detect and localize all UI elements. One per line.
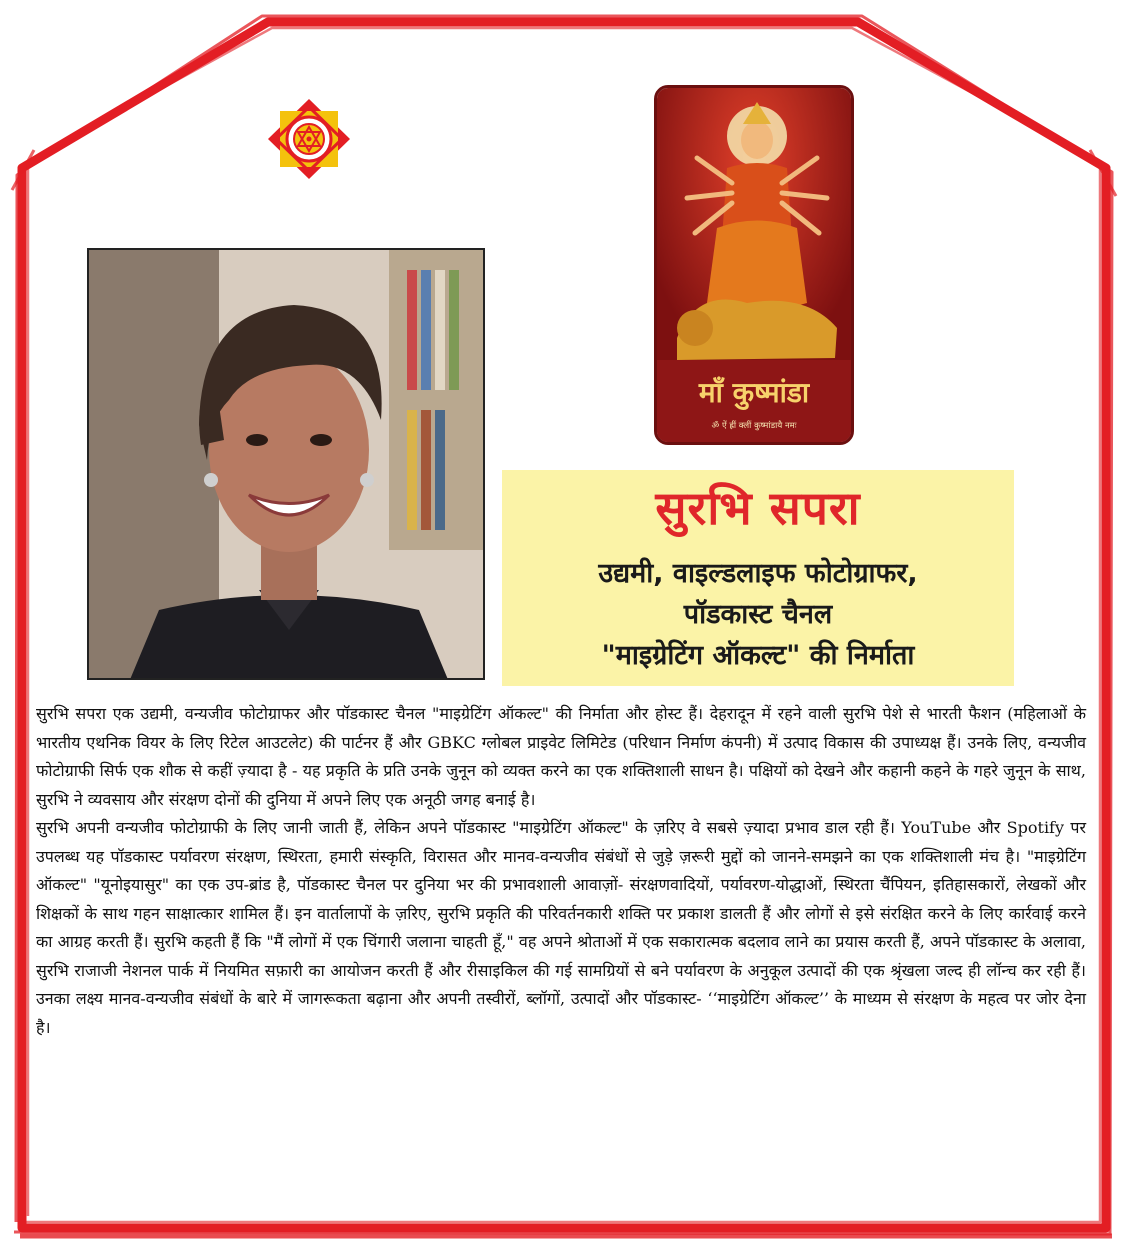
profile-name: सुरभि सपरा: [655, 481, 861, 535]
article-paragraph: सुरभि अपनी वन्यजीव फोटोग्राफी के लिए जानी जाती हैं, लेकिन अपने पॉडकास्ट "माइग्रेटिंग ऑकल्ट" के ज़रिए वे सबसे ज़्यादा प्रभाव डाल रही हैं। YouTube और Spotify पर उपलब्ध यह पॉडकास्ट पर्यावरण संरक्षण, स्थिरता, हमारी संस्कृति, विरासत और मानव-वन्यजीव संबंधों से जुड़े ज़रूरी मुद्दों को जानने-समझने का एक शक्तिशाली मंच है। "माइग्रेटिंग ऑकल्ट" "यूनोइयासुर" का एक उप-ब्रांड है, पॉडकास्ट चैनल पर दुनिया भर की प्रभावशाली आवाज़ों- संरक्षणवादियों, पर्यावरण-योद्धाओं, स्थिरता चैंपियन, इतिहासकारों, लेखकों और शिक्षकों के साथ गहन साक्षात्कार शामिल हैं। इन वार्तालापों के ज़रिए, सुरभि प्रकृति की परिवर्तनकारी शक्ति पर प्रकाश डालती हैं और लोगों से इसे संरक्षित करने के लिए कार्रवाई करने का आग्रह करती हैं। सुरभि कहती हैं कि "मैं लोगों में एक चिंगारी जलाना चाहती हूँ," वह अपने श्रोताओं में एक सकारात्मक बदलाव लाने का प्रयास करती हैं, अपने पॉडकास्ट के अलावा, सुरभि राजाजी नेशनल पार्क में नियमित सफ़ारी का आयोजन करती हैं और रीसाइकिल की गई सामग्रियों से बने पर्यावरण के अनुकूल उत्पादों की एक श्रृंखला जल्द ही लॉन्च कर रही हैं। उनका लक्ष्य मानव-वन्यजीव संबंधों के बारे में जागरूकता बढ़ाना और अपनी तस्वीरों, ब्लॉगों, उत्पादों और पॉडकास्ट- ‘‘माइग्रेटिंग ऑकल्ट’’ के माध्यम से संरक्षण के महत्व पर जोर देना है।: [36, 818, 1086, 1037]
profile-name-box: [502, 470, 1014, 686]
portrait-photo: [87, 248, 485, 680]
article-paragraph: सुरभि सपरा एक उद्यमी, वन्यजीव फोटोग्राफर और पॉडकास्ट चैनल "माइग्रेटिंग ऑकल्ट" की निर्माता और होस्ट हैं। देहरादून में रहने वाली सुरभि पेशे से भारती फैशन (महिलाओं के भारतीय एथनिक वियर के लिए रिटेल आउटलेट) की पार्टनर हैं और GBKC ग्लोबल प्राइवेट लिमिटेड (परिधान निर्माण कंपनी) में उत्पाद विकास की उपाध्यक्ष हैं। उनके लिए, वन्यजीव फोटोग्राफी सिर्फ एक शौक से कहीं ज़्यादा है - यह प्रकृति के प्रति उनके जुनून को व्यक्त करने का एक शक्तिशाली साधन है। पक्षियों को देखने और कहानी कहने के गहरे जुनून के साथ, सुरभि ने व्यवसाय और संरक्षण दोनों की दुनिया में अपने लिए एक अनूठी जगह बनाई है।: [36, 704, 1086, 809]
maa-kushmanda-poster: [654, 85, 854, 445]
profile-role-line: "माइग्रेटिंग ऑकल्ट" की निर्माता: [601, 640, 915, 671]
article-body: [36, 700, 1086, 1042]
profile-role-line: पॉडकास्ट चैनल: [683, 599, 833, 630]
poster-mantra: ॐ ऐं ह्रीं क्लीं कुष्मांडायै नमः: [711, 421, 797, 431]
profile-role-line: उद्यमी, वाइल्डलाइफ फोटोग्राफर,: [598, 558, 918, 589]
shri-yantra-logo: [266, 97, 352, 181]
poster-title: माँ कुष्मांडा: [698, 376, 810, 409]
portrait-illustration: [89, 250, 485, 680]
